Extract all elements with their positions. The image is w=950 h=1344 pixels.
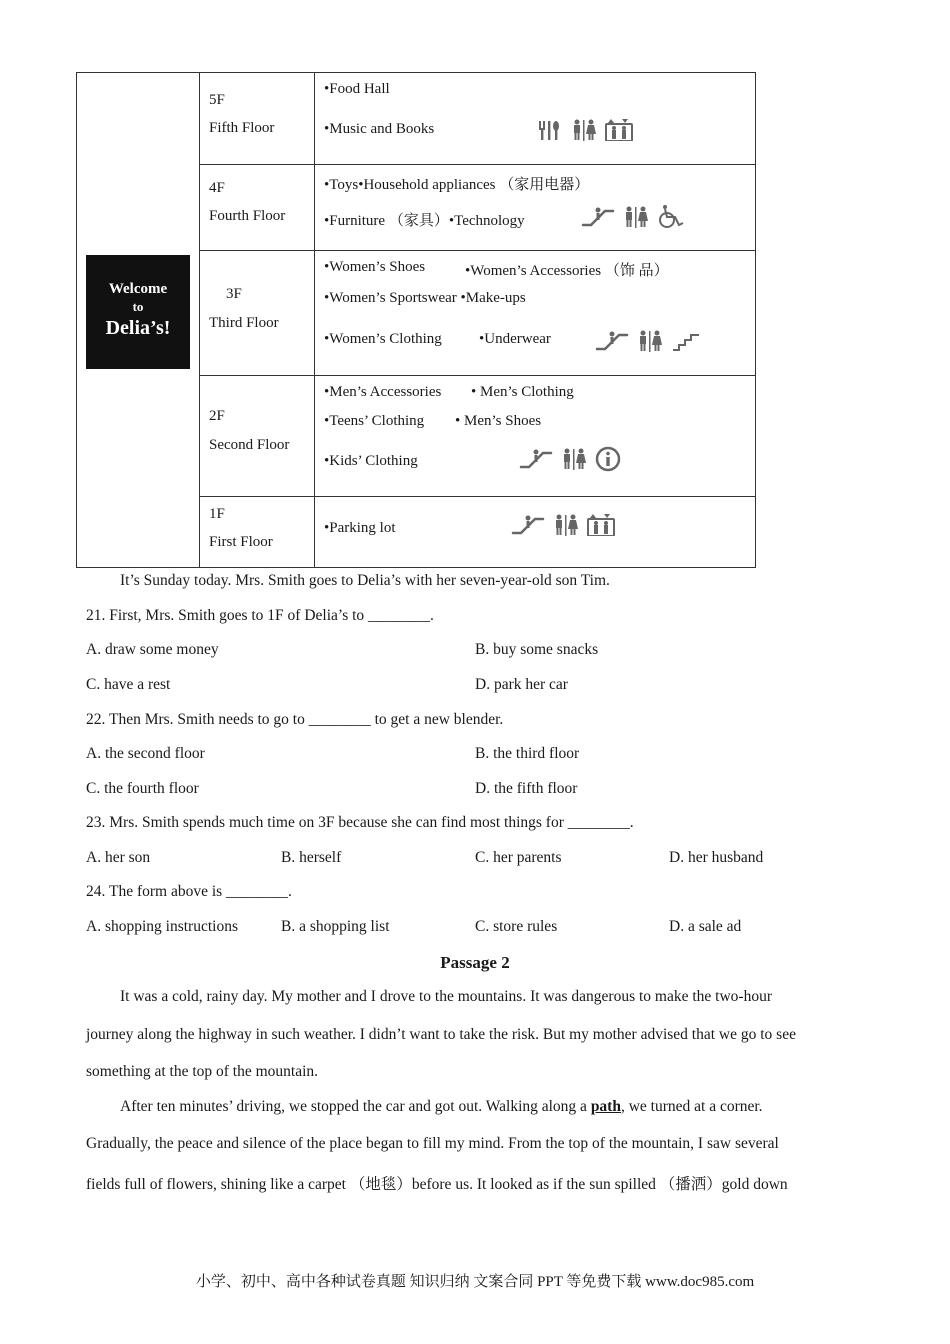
option-23-a: A. her son [86, 849, 151, 866]
item-line: •Food Hall [324, 81, 390, 97]
item-line: •Women’s Accessories （饰 品） [465, 263, 669, 279]
item-line: •Women’s Shoes [324, 259, 426, 275]
floor-5-items [315, 73, 756, 165]
passage-line: fields full of flowers, shining like a carpet （地毯）before us. It looked as if the sun spilled （播洒）gold down [86, 1176, 788, 1193]
floor-code: 4F [209, 180, 225, 196]
passage-line: journey along the highway in such weather. I didn’t want to take the risk. But my mother advised that we go to see [86, 1026, 796, 1043]
option-23-d: D. her husband [669, 849, 764, 866]
floor-name: First Floor [209, 534, 273, 550]
floor-4-items [315, 165, 756, 251]
item-line: •Underwear [479, 331, 551, 347]
escalator-icon [595, 329, 629, 353]
option-21-b: B. buy some snacks [475, 641, 599, 658]
option-23-c: C. her parents [475, 849, 562, 866]
delias-logo [86, 255, 190, 369]
logo-line-1: Welcome [108, 281, 168, 297]
stairs-icon [671, 330, 701, 352]
floor-code: 2F [209, 408, 225, 424]
option-21-a: A. draw some money [86, 641, 219, 658]
info-icon [595, 446, 621, 472]
option-22-c: C. the fourth floor [86, 780, 199, 797]
passage-text: , we turned at a corner. [620, 1098, 763, 1115]
question-21: 21. First, Mrs. Smith goes to 1F of Delia’s to ________. [86, 607, 434, 624]
floor-3-items [315, 251, 756, 376]
escalator-icon [519, 447, 553, 471]
wheelchair-icon [657, 205, 685, 229]
option-24-c: C. store rules [475, 918, 558, 935]
restroom-icon [571, 119, 597, 141]
page-footer: 小学、初中、高中各种试卷真题 知识归纳 文案合同 PPT 等免费下载 www.doc985.com [195, 1274, 755, 1290]
floor-4-cell [200, 165, 315, 251]
key-word-path: path [590, 1098, 621, 1115]
option-22-a: A. the second floor [86, 745, 205, 762]
escalator-icon [511, 513, 545, 537]
floor-name: Fourth Floor [209, 208, 286, 224]
item-line: •Music and Books [324, 121, 435, 137]
passage-title: Passage 2 [440, 953, 510, 972]
item-line: • Men’s Shoes [455, 413, 542, 429]
elevator-icon [605, 119, 633, 141]
restroom-icon [637, 330, 663, 352]
option-22-b: B. the third floor [475, 745, 580, 762]
restroom-icon [561, 448, 587, 470]
floor-3-cell [200, 251, 315, 376]
question-22: 22. Then Mrs. Smith needs to go to ________ to get a new blender. [86, 711, 504, 728]
elevator-icon [587, 514, 615, 536]
option-21-d: D. park her car [475, 676, 568, 693]
logo-line-2: to [132, 299, 144, 314]
item-line: •Women’s Sportswear •Make-ups [324, 290, 526, 306]
floor-code: 5F [209, 92, 225, 108]
logo-cell [77, 73, 200, 568]
option-21-c: C. have a rest [86, 676, 171, 693]
passage-line [120, 1098, 763, 1116]
floor-code: 3F [226, 286, 242, 302]
option-22-d: D. the fifth floor [475, 780, 578, 797]
floor-1-items [315, 497, 756, 568]
option-24-a: A. shopping instructions [86, 918, 238, 935]
floor-2-items [315, 376, 756, 497]
item-line: • Men’s Clothing [471, 384, 574, 400]
floor-name: Second Floor [209, 437, 290, 453]
floor-name: Fifth Floor [209, 120, 275, 136]
question-23: 23. Mrs. Smith spends much time on 3F because she can find most things for ________. [86, 814, 634, 831]
intro-text: It’s Sunday today. Mrs. Smith goes to Delia’s with her seven-year-old son Tim. [120, 572, 610, 589]
passage-line: Gradually, the peace and silence of the place began to fill my mind. From the top of the mountain, I saw several [86, 1135, 779, 1152]
passage-line: It was a cold, rainy day. My mother and I drove to the mountains. It was dangerous to make the two-hour [120, 988, 772, 1005]
question-24: 24. The form above is ________. [86, 883, 292, 900]
store-directory-table [76, 72, 756, 568]
passage-line: something at the top of the mountain. [86, 1063, 319, 1080]
option-24-b: B. a shopping list [281, 918, 390, 935]
item-line: •Teens’ Clothing [324, 413, 425, 429]
item-line: •Men’s Accessories [324, 384, 442, 400]
item-line: •Parking lot [324, 520, 396, 536]
item-line: •Furniture （家具）•Technology [324, 213, 525, 229]
item-line: •Kids’ Clothing [324, 453, 418, 469]
option-24-d: D. a sale ad [669, 918, 742, 935]
restroom-icon [623, 206, 649, 228]
floor-1-cell [200, 497, 315, 568]
item-line: •Toys•Household appliances （家用电器） [324, 177, 590, 193]
item-line: •Women’s Clothing [324, 331, 442, 347]
passage-text: After ten minutes’ driving, we stopped the car and got out. Walking along a [120, 1098, 591, 1115]
floor-5-cell [200, 73, 315, 165]
floor-code: 1F [209, 506, 225, 522]
escalator-icon [581, 205, 615, 229]
floor-2-cell [200, 376, 315, 497]
restaurant-icon [537, 119, 563, 141]
floor-name: Third Floor [209, 315, 279, 331]
logo-line-3: Delia’s! [105, 317, 171, 339]
restroom-icon [553, 514, 579, 536]
option-23-b: B. herself [281, 849, 342, 866]
